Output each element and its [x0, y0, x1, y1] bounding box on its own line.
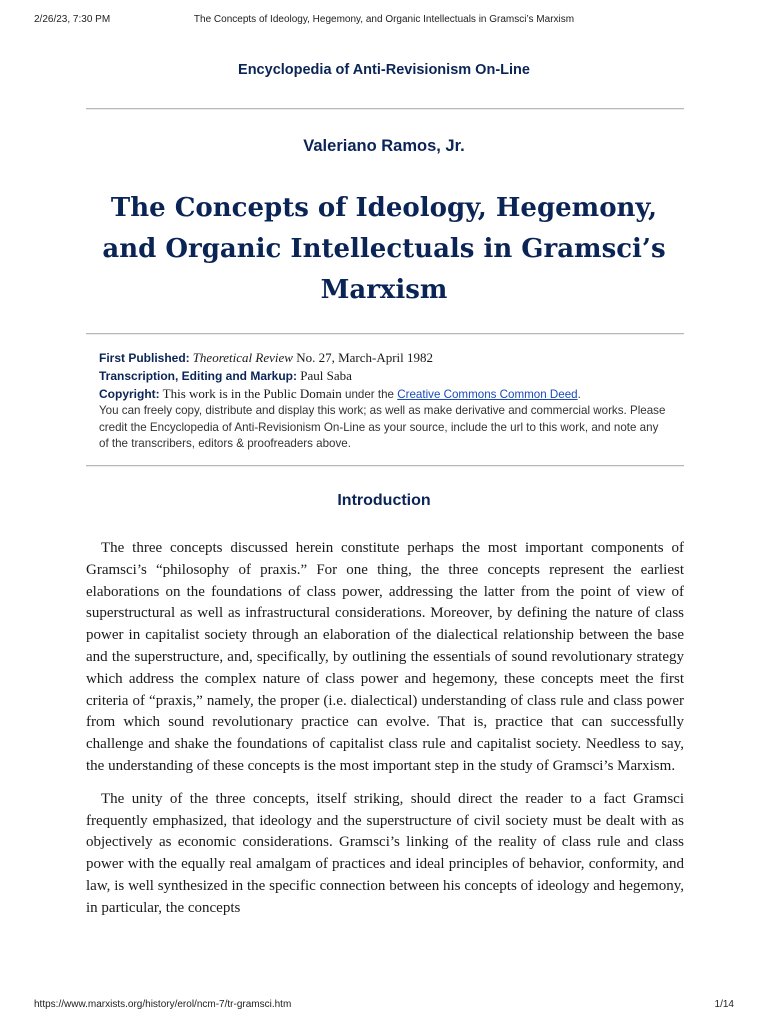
page-number: 1/14: [714, 999, 734, 1010]
copyright-label: Copyright:: [99, 387, 160, 401]
copyright-period: .: [577, 388, 581, 401]
copyright-notice: You can freely copy, distribute and display this work; as well as make derivative and commercial works. Please credit the Encyclopedia of Anti-Revisionism On-Line as your source, include the url to this work, and note any of the transcribers, editors & proofreaders above.: [99, 404, 666, 450]
article-body: [86, 538, 684, 931]
copyright-row: [99, 385, 670, 403]
section-heading: Introduction: [337, 492, 431, 509]
copyright-value: This work is in the Public Domain: [159, 386, 342, 401]
journal-name: Theoretical Review: [192, 350, 293, 365]
creative-commons-link[interactable]: Creative Commons Common Deed: [397, 388, 578, 401]
author-name: Valeriano Ramos, Jr.: [303, 137, 465, 155]
divider-info-top: [86, 333, 684, 335]
paragraph: The unity of the three concepts, itself striking, should direct the reader to a fact Gramsci frequently emphasized, that ideology and the superstructure of civil society must be dealt with as objectively as economic considerations. Gramsci’s linking of the reality of class rule and class power with the equally real amalgam of practices and ideal principles of behavior, conformity, and law, is well synthesized in the specific connection between his concepts of ideology and hegemony, in particular, the concepts: [86, 790, 684, 916]
transcription-value: Paul Saba: [297, 368, 352, 383]
issue-info: No. 27, March-April 1982: [292, 350, 434, 365]
print-datetime: 2/26/23, 7:30 PM: [34, 14, 111, 25]
paragraph: The three concepts discussed herein constitute perhaps the most important components of Gramsci’s “philosophy of praxis.” For one thing, the three concepts represent the earliest elaborations on the foundations of class power, addressing the latter from the point of view of superstructural as well as infrastructural considerations. Moreover, by defining the nature of class power in capitalist society through an elaboration of the dialectical relationship between the base and the superstructure, and, specifically, by outlining the essentials of sound revolutionary strategy which address the complex nature of class power and hegemony, these concepts meet the first criteria of “praxis,” namely, the proper (i.e. dialectical) understanding of class rule and class power from which sound revolutionary practice can evolve. That is, practice that can successfully challenge and shake the foundations of capitalist class rule and capitalist society. Needless to say, the understanding of these concepts is the most important step in the study of Gramsci’s Marxism.: [86, 540, 684, 774]
first-published-row: [99, 349, 670, 367]
print-document-title: The Concepts of Ideology, Hegemony, and Organic Intellectuals in Gramsci’s Marxism: [193, 14, 575, 25]
copyright-under: under the: [341, 388, 398, 401]
divider-top: [86, 108, 684, 110]
page-url: https://www.marxists.org/history/erol/ncm-7/tr-gramsci.htm: [34, 999, 292, 1010]
site-name: Encyclopedia of Anti-Revisionism On-Line: [238, 62, 530, 78]
transcription-label: Transcription, Editing and Markup:: [99, 369, 298, 383]
transcription-row: [99, 367, 670, 385]
first-published-label: First Published:: [99, 351, 190, 365]
article-title: The Concepts of Ideology, Hegemony, and Organic Intellectuals in Gramsci’s Marxism: [102, 193, 666, 305]
divider-info-bottom: [86, 465, 684, 467]
publication-info: [99, 349, 670, 453]
